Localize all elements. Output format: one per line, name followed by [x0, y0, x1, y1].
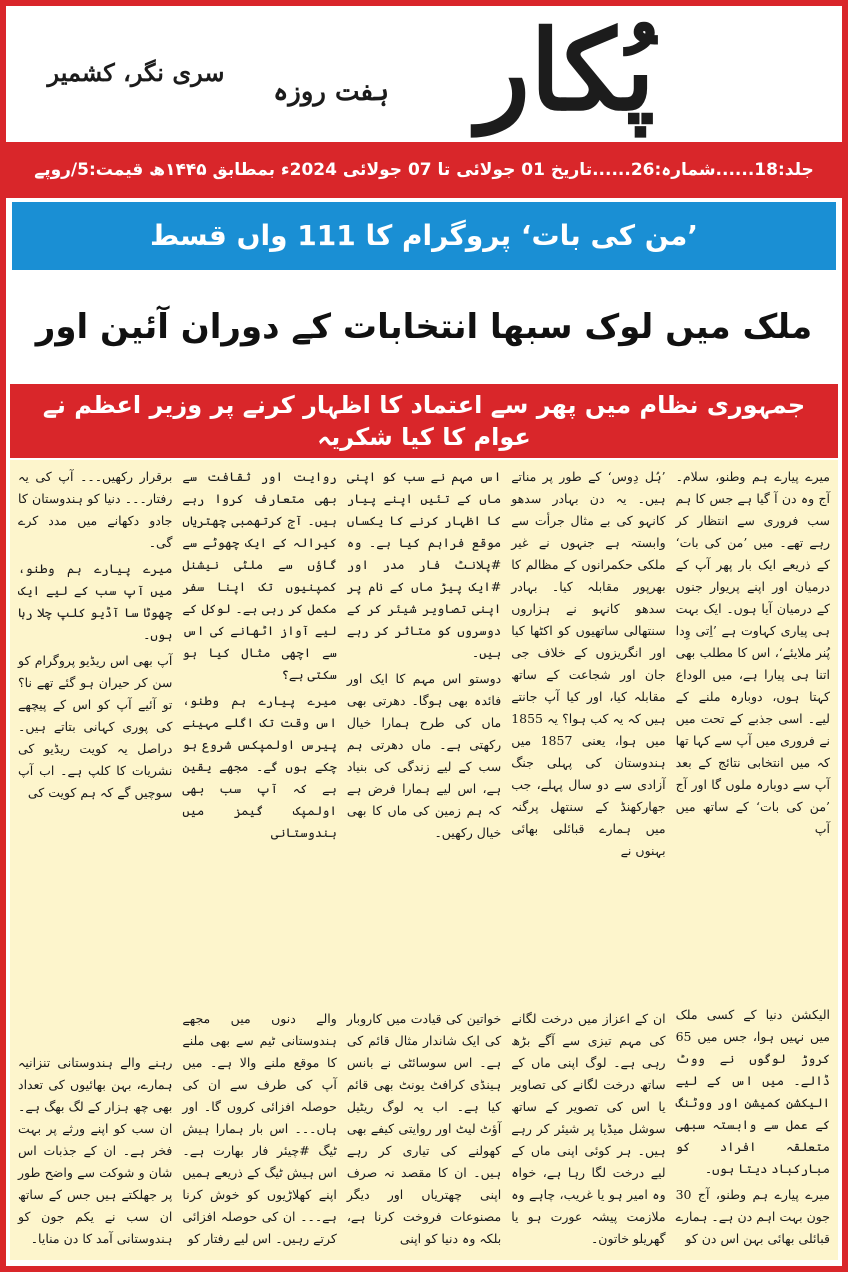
article-body [10, 460, 838, 1260]
column-top-text [511, 466, 665, 866]
column-bottom-text [511, 1008, 665, 1254]
article-paragraph: آپ بھی اس ریڈیو پروگرام کو سن کر حیران ہو گئے تھے نا؟ تو آئیے آپ کو اس کے پیچھے کی پوری کہانی بتاتے ہیں۔ دراصل یہ کویت ریڈیو کی نشریات کا کلپ ہے۔ اب آپ سوچیں گے کہ ہم کویت کی [18, 653, 173, 800]
article-paragraph: ’ہُل دِوس‘ کے طور پر مناتے ہیں۔ یہ دن بہادر سدھو کانہو کی بے مثال جرأت سے وابستہ ہے جنہوں نے غیر ملکی حکمرانوں کے مظالم کا بھرپور مقابلہ کیا۔ بہادر سدھو کانہو نے ہزاروں سنتھالی ساتھیوں کو اکٹھا کیا اور انگریزوں کے خلاف جی جان اور شجاعت کے ساتھ مقابلہ کیا، اور کیا آپ جانتے ہیں کہ یہ کب ہوا؟ یہ 1855 میں ہوا، یعنی 1857 میں ہندوستان کی پہلی جنگ آزادی سے دو سال پہلے، جب جھارکھنڈ کے سنتھل پرگنہ میں ہمارے قبائلی بھائی بہنوں نے [511, 469, 666, 858]
article-paragraph: میرے پیارے ہم وطنو، سلام۔ آج وہ دن آ گیا ہے جس کا ہم سب فروری سے انتظار کر رہے تھے۔ میں ’من کی بات‘ کے ذریعے ایک بار پھر آپ کے درمیان اور اپنے پریوار جنوں کے درمیان آیا ہوں۔ ایک بہت ہی پیاری کہاوت ہے ’اِتی وِدا پُنر ملایئے‘، اس کا مطلب بھی اتنا ہی پیارا ہے، میں الوداع کہتا ہوں، دوبارہ ملنے کے لیے۔ اسی جذبے کے تحت میں نے فروری میں آپ سے کہا تھا کہ میں انتخابی نتائج کے بعد آپ سے دوبارہ ملوں گا اور آج ’من کی بات‘ کے ساتھ میں آپ [675, 469, 830, 836]
column-top-text [676, 466, 830, 844]
article-paragraph: ان کے اعزاز میں درخت لگانے کی مہم تیزی سے آگے بڑھ رہی ہے۔ لوگ اپنی ماں کے ساتھ درخت لگانے کی تصاویر یا اس کی تصویر کے ساتھ سوشل میڈیا پر شیئر کر رہے ہیں۔ ہر کوئی اپنی ماں کے لیے درخت لگا رہا ہے، خواہ وہ امیر ہو یا غریب، چاہے وہ ملازمت پیشہ عورت ہو یا گھریلو خاتون۔ [511, 1011, 666, 1246]
column-bottom-text [676, 1004, 830, 1254]
article-column [18, 466, 172, 1254]
issue-dateline: جلد:18......شمارہ:26......تاریخ 01 جولائی تا 07 جولائی 2024ء بمطابق ۱۴۴۵ھ قیمت:5/روپے [6, 142, 842, 198]
article-paragraph: میرے پیارے ہم وطنو، اس وقت تک اگلے مہینے پیرس اولمپکس شروع ہو چکے ہوں گے۔ مجھے یقین ہے کہ آپ سب بھی اولمپک گیمز میں ہندوستانی [182, 693, 337, 840]
column-top-text [347, 466, 501, 848]
article-paragraph: میرے پیارے ہم وطنو، آج 30 جون بہت اہم دن ہے۔ ہمارے قبائلی بھائی بہن اس دن کو [675, 1187, 830, 1246]
article-paragraph: والے دنوں میں مجھے ہندوستانی ٹیم سے بھی ملنے کا موقع ملنے والا ہے۔ میں آپ کی طرف سے ان کی حوصلہ افزائی کروں گا۔ اور ہاں۔۔۔ اس بار ہمارا ہیش ٹیگ #چیئر فار بھارت ہے۔ اس ہیش ٹیگ کے ذریعے ہمیں اپنے کھلاڑیوں کو خوش کرنا ہے۔۔۔ ان کی حوصلہ افزائی کرتے رہیں۔ اس لیے رفتار کو [182, 1011, 337, 1246]
article-paragraph: دوستو اس مہم کا ایک اور فائدہ بھی ہوگا۔ دھرتی بھی ماں کی طرح ہمارا خیال رکھتی ہے۔ ماں دھرتی ہم سب کے لیے زندگی کی بنیاد ہے، اس لیے ہمارا فرض ہے کہ ہم زمین کی ماں کا بھی خیال رکھیں۔ [346, 671, 502, 840]
article-paragraph: خواتین کی قیادت میں کاروبار کی ایک شاندار مثال قائم کی ہے۔ اس سوسائٹی نے بانس ہینڈی کرافٹ یونٹ بھی قائم کیا ہے۔ اب یہ لوگ ریٹیل آؤٹ لیٹ اور روایتی کیفے بھی کھولنے کی تیاری کر رہے ہیں۔ ان کا مقصد نہ صرف اپنی چھتریاں اور دیگر مصنوعات فروخت کرنا ہے، بلکہ وہ دنیا کو اپنی [346, 1011, 502, 1246]
column-top-text [182, 466, 336, 848]
masthead [6, 6, 842, 142]
column-bottom-text [347, 1008, 501, 1254]
column-top-text [18, 466, 172, 808]
article-paragraph: برقرار رکھیں۔۔۔ آپ کی یہ رفتار۔۔۔ دنیا کو ہندوستان کا جادو دکھانے میں مدد کرے گی۔ [18, 469, 173, 550]
article-paragraph: روایت اور ثقافت سے بھی متعارف کروا رہے ہیں۔ آج کرتھمبی چھتریاں کیرالہ کے ایک چھوٹے سے گاؤں سے ملٹی نیشنل کمپنیوں تک اپنا سفر مکمل کر رہی ہے۔ لوکل کے لیے آواز اٹھانے کی اس سے اچھی مثال کیا ہو سکتی ہے؟ [182, 469, 337, 682]
frequency-label: ہفت روزہ [273, 77, 389, 107]
article-paragraph: الیکشن دنیا کے کسی ملک میں نہیں ہوا، جس میں 65 کروڑ لوگوں نے ووٹ ڈالے۔ میں اس کے لیے الیکشن کمیشن اور ووٹنگ کے عمل سے وابستہ سبھی متعلقہ افراد کو مبارکباد دیتا ہوں۔ [675, 1007, 830, 1176]
article-paragraph: رہنے والے ہندوستانی تنزانیہ ہمارے، بہن بھائیوں کی تعداد بھی چھ ہزار کے لگ بھگ ہے۔ ان سب کو اپنے ورثے پر بہت فخر ہے۔ ان کے جذبات اس شان و شوکت سے واضح طور پر جھلکتے ہیں جس کے ساتھ ان سب نے یکم جون کو ہندوستانی آمد کا دن منایا۔ [18, 1055, 173, 1246]
column-bottom-text [182, 1008, 336, 1254]
column-bottom-text [18, 1052, 172, 1254]
article-column [347, 466, 501, 1254]
article-paragraph: اس مہم نے سب کو اپنی ماں کے تئیں اپنے پیار کا اظہار کرنے کا یکساں موقع فراہم کیا ہے۔ وہ #پلانٹ فار مدر اور #ایک پیڑ ماں کے نام پر اپنی تصاویر شیئر کر کے دوسروں کو متاثر کر رہے ہیں۔ [346, 469, 502, 660]
newspaper-logo: پُکار [477, 6, 655, 135]
article-column [182, 466, 336, 1254]
article-column [511, 466, 665, 1254]
article-paragraph: میرے پیارے ہم وطنو، میں آپ سب کے لیے ایک چھوٹا سا آڈیو کلپ چلا رہا ہوں۔ [18, 561, 173, 642]
main-headline: ملک میں لوک سبھا انتخابات کے دوران آئین اور [10, 272, 838, 382]
sub-headline: جمہوری نظام میں پھر سے اعتماد کا اظہار کرنے پر وزیر اعظم نے عوام کا کیا شکریہ [10, 384, 838, 458]
article-column [676, 466, 830, 1254]
location-label: سری نگر، کشمیر [47, 58, 225, 87]
kicker-headline: ’من کی بات‘ پروگرام کا 111 واں قسط [10, 200, 838, 272]
